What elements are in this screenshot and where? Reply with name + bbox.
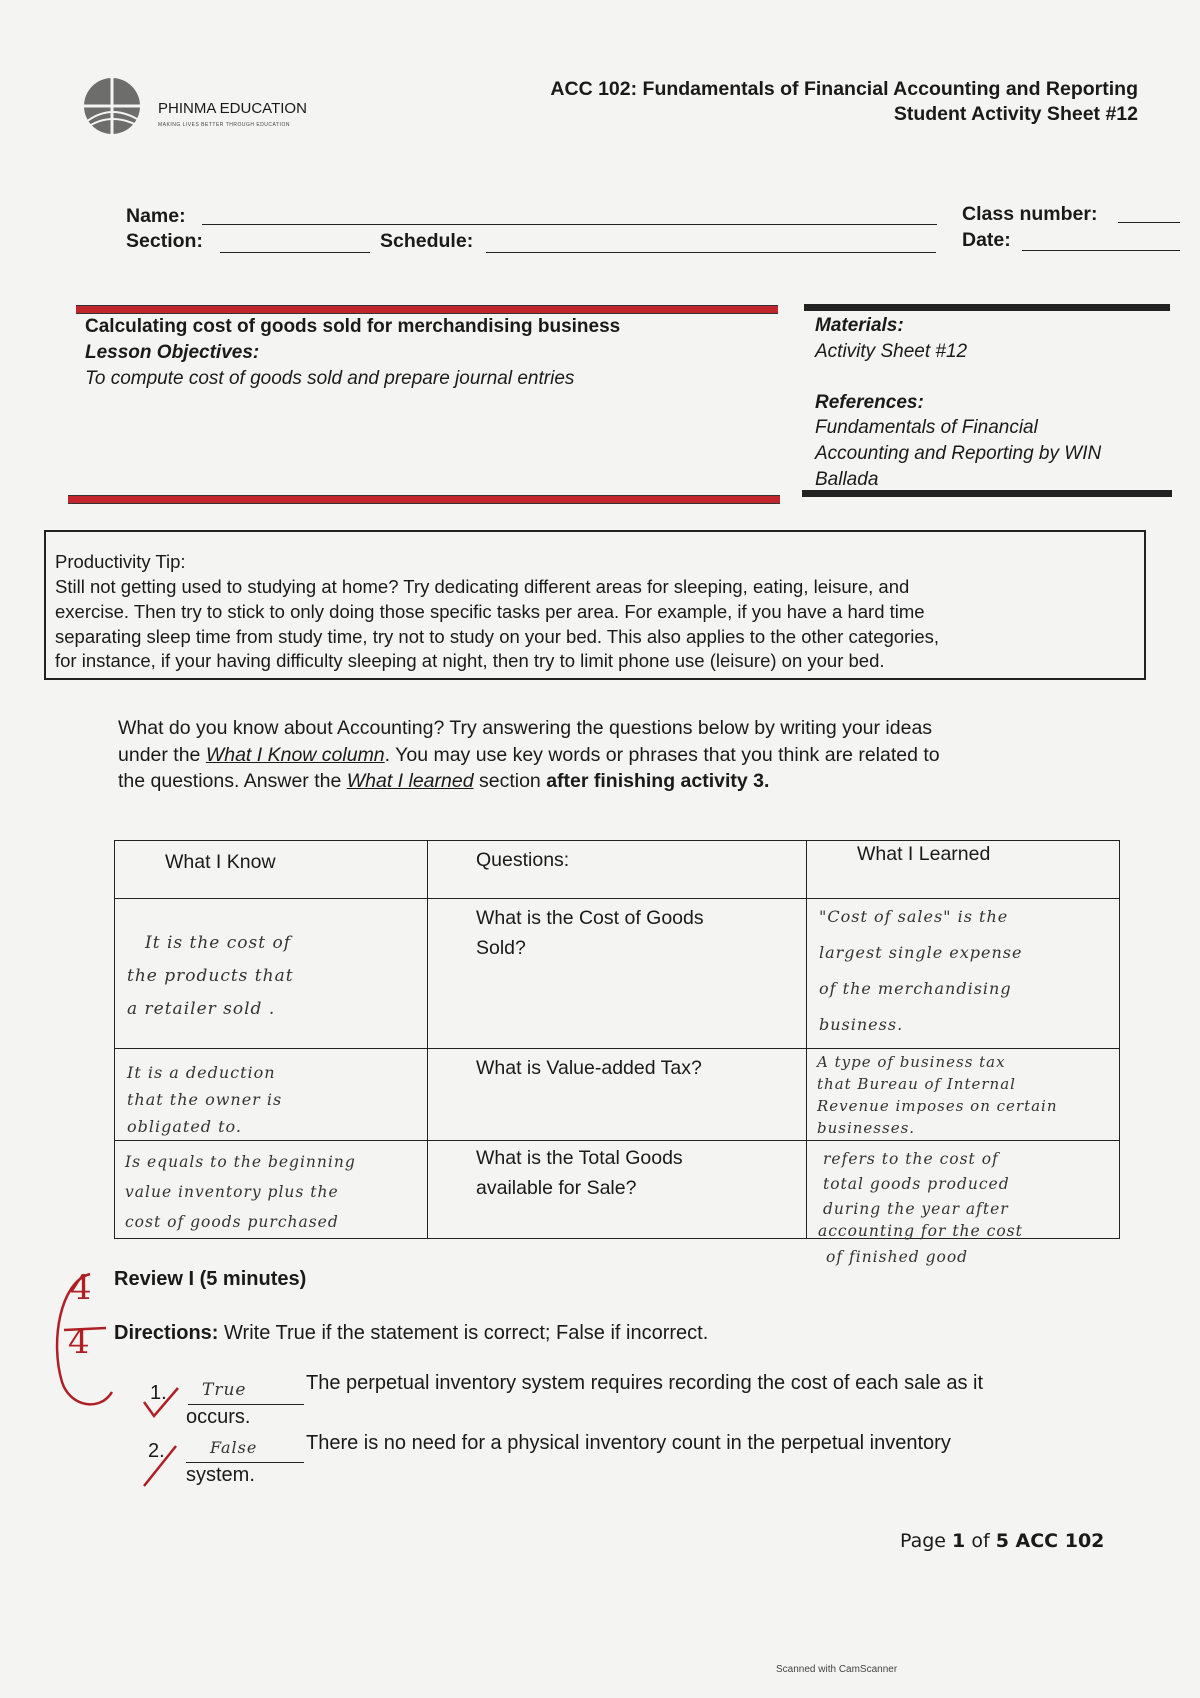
checkmark-icon [140,1442,182,1492]
handwritten-answer: a retailer sold . [127,999,276,1019]
item-text: There is no need for a physical inventory count in the perpetual inventory [306,1432,951,1454]
score-numerator: 4 [70,1268,92,1308]
what-i-know-ref: What I Know column [205,744,385,766]
intro-bold-text: after finishing activity 3. [546,770,770,792]
date-label: Date: [962,229,1011,251]
handwritten-answer: value inventory plus the [125,1183,339,1201]
know-cell[interactable] [115,1049,428,1141]
section-label: Section: [126,230,203,252]
handwritten-answer-overflow: of finished good [826,1248,969,1266]
tip-line-2: exercise. Then try to stick to only doing those specific tasks per area. For example, if you have a hard time [55,601,925,622]
checkmark-icon [140,1384,182,1420]
intro-text: section [473,770,547,792]
directions-text: Write True if the statement is correct; False if incorrect. [218,1322,709,1344]
answer-line [186,1462,304,1463]
tip-line-4: for instance, if your having difficulty sleeping at night, then try to limit phone use (leisure) on your bed. [55,650,885,671]
directions [114,1322,708,1345]
answer-line [188,1404,304,1405]
top-black-bar [804,304,1170,311]
table-header-row [115,841,1120,899]
item-text-continued: system. [186,1464,255,1486]
schedule-field[interactable] [486,252,936,253]
references-label: References: [815,392,924,413]
answer-field[interactable]: True [202,1380,247,1400]
materials-text: Activity Sheet #12 [815,341,968,362]
intro-line-3 [118,768,769,794]
materials-label: Materials: [815,315,904,336]
handwritten-answer-overflow: accounting for the cost [818,1222,1023,1240]
intro-text: the questions. Answer the [118,770,347,792]
item-text-continued: occurs. [186,1406,251,1428]
intro-text: under the [118,744,206,766]
tip-line-3: separating sleep time from study time, try not to study on your bed. This also applies to the other categories, [55,626,940,647]
class-number-field[interactable] [1118,222,1180,223]
handwritten-answer: of the merchandising [819,979,1012,998]
item-number: 2. [148,1440,165,1462]
handwritten-answer: refers to the cost of [823,1150,999,1168]
question-text: available for Sale? [476,1177,637,1199]
answer-field[interactable]: False [210,1438,258,1457]
item-text: The perpetual inventory system requires recording the cost of each sale as it [306,1372,984,1394]
question-text: Sold? [476,937,526,959]
bottom-red-bar [68,495,780,504]
intro-line-2 [118,742,940,768]
what-i-learned-ref: What I learned [346,770,474,792]
page-number: 1 [952,1530,966,1552]
handwritten-answer: the products that [127,966,294,986]
objectives-text: To compute cost of goods sold and prepare journal entries [85,368,575,389]
page-of: of [965,1530,996,1552]
handwritten-answer: total goods produced [823,1175,1010,1193]
phinma-logo-icon [72,76,152,138]
name-field[interactable] [202,224,937,225]
item-number: 1. [150,1382,167,1404]
header-questions: Questions: [476,849,570,871]
logo-tagline: MAKING LIVES BETTER THROUGH EDUCATION [158,122,290,128]
question-text: What is Value-added Tax? [476,1057,702,1079]
know-cell[interactable] [115,899,428,1049]
handwritten-answer: A type of business tax [817,1053,1006,1071]
handwritten-answer: largest single expense [819,943,1023,962]
handwritten-answer: Revenue imposes on certain [817,1097,1058,1115]
name-label: Name: [126,205,186,227]
objectives-label: Lesson Objectives: [85,342,260,363]
page-total: 5 [995,1530,1009,1552]
top-red-bar [76,305,778,314]
page-footer [900,1530,1104,1552]
tip-label: Productivity Tip: [55,551,186,572]
references-line-2: Accounting and Reporting by WIN [815,443,1102,464]
handwritten-answer: that Bureau of Internal [817,1075,1016,1093]
tip-line-1: Still not getting used to studying at home? Try dedicating different areas for sleeping, eating, leisure, and [55,576,910,597]
handwritten-answer: that the owner is [127,1090,283,1109]
scanner-watermark: Scanned with CamScanner [776,1664,898,1675]
handwritten-answer: obligated to. [127,1117,242,1136]
class-number-label: Class number: [962,203,1098,225]
intro-text: . You may use key words or phrases that you think are related to [384,744,940,766]
table-row [115,1049,1120,1141]
page-label: Page [900,1530,953,1552]
lesson-topic: Calculating cost of goods sold for merchandising business [85,316,621,337]
handwritten-answer: It is the cost of [145,933,292,953]
handwritten-answer: cost of goods purchased [125,1213,339,1231]
table-row [115,899,1120,1049]
section-field[interactable] [220,252,370,253]
references-line-3: Ballada [815,469,879,490]
handwritten-answer: businesses. [817,1119,916,1137]
handwritten-answer: Is equals to the beginning [125,1153,356,1171]
header-what-i-learned: What I Learned [857,843,991,865]
references-line-1: Fundamentals of Financial [815,417,1038,438]
course-code: ACC 102 [1008,1530,1105,1552]
handwritten-answer: business. [819,1015,904,1034]
schedule-label: Schedule: [380,230,474,252]
course-title: ACC 102: Fundamentals of Financial Accounting and Reporting [550,78,1138,100]
learned-cell[interactable] [807,1049,1120,1141]
logo-text: PHINMA EDUCATION [158,100,307,117]
bottom-black-bar [802,490,1172,497]
question-text: What is the Cost of Goods [476,907,704,929]
question-text: What is the Total Goods [476,1147,683,1169]
kwl-table [114,840,1120,1239]
handwritten-answer: It is a deduction [127,1063,276,1082]
logo [72,76,152,138]
learned-cell[interactable] [807,899,1120,1049]
directions-label: Directions: [114,1322,219,1344]
handwritten-answer: during the year after [823,1200,1009,1218]
score-denominator: 4 [68,1322,90,1362]
sheet-title: Student Activity Sheet #12 [893,103,1138,125]
intro-line-1: What do you know about Accounting? Try answering the questions below by writing your ideas [118,717,933,739]
header-what-i-know: What I Know [165,851,276,873]
date-field[interactable] [1022,250,1180,251]
review-title: Review I (5 minutes) [114,1268,307,1290]
know-cell[interactable] [115,1141,428,1239]
handwritten-answer: "Cost of sales" is the [819,907,1009,926]
